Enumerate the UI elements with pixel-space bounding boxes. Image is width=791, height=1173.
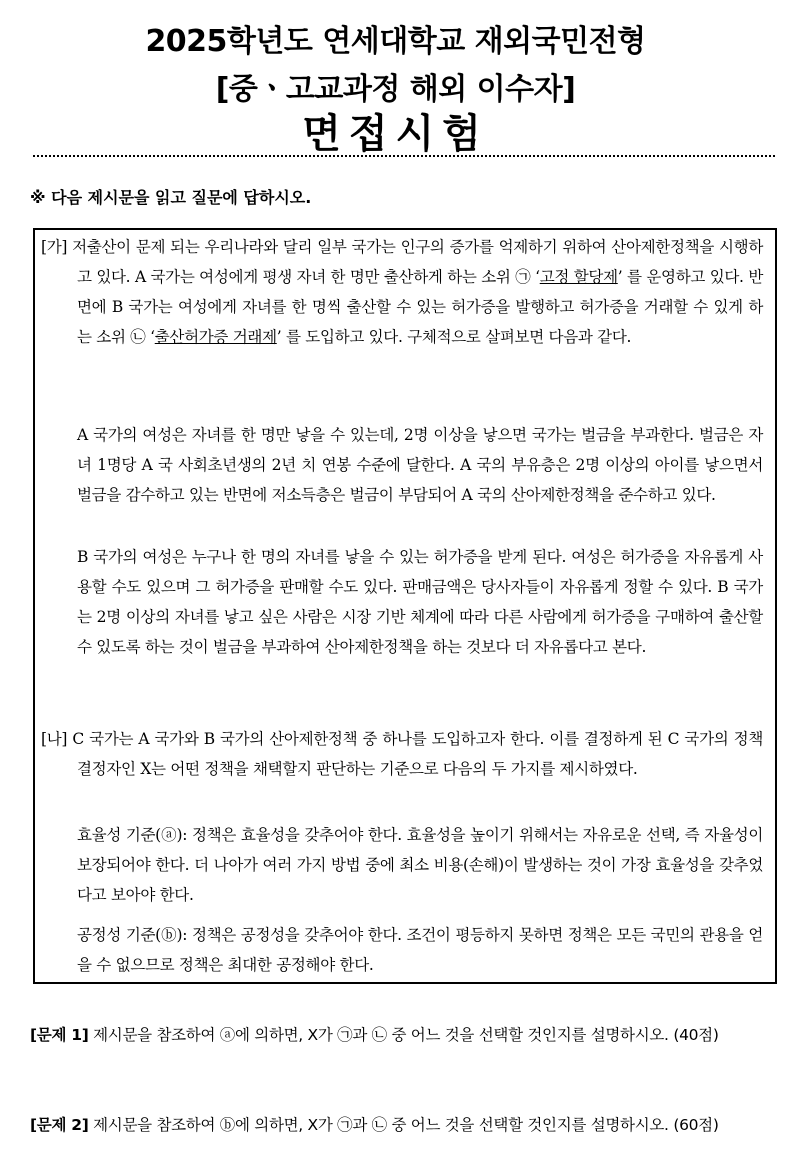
passage-box — [33, 228, 777, 984]
exam-title-interview: 면접시험 — [302, 111, 489, 157]
passage-text: ’ 를 도입하고 있다. 구체적으로 살펴보면 다음과 같다. — [276, 328, 632, 346]
criterion-efficiency: 효율성 기준(ⓐ): 정책은 효율성을 갖추어야 한다. 효율성을 높이기 위해서는 자유로운 선택, 즉 자율성이 보장되어야 한다. 더 나아가 여러 가지 방법 중에 최소 비용(손해)이 발생하는 것이 가장 효율성을 갖추었다고 보아야 한다. — [77, 826, 763, 904]
passage-text: ’ 를 운영하고 있다. 반면에 B 국가는 여성에게 자녀를 한 명씩 출산할 수 있는 허가증을 발행하고 허가증을 거래할 수 있게 하는 소위 ㉡ ‘ — [77, 268, 764, 346]
question-2 — [30, 1110, 778, 1140]
passage-na-label: [나] — [41, 730, 68, 748]
question-1-text: 제시문을 참조하여 ⓐ에 의하면, X가 ㉠과 ㉡ 중 어느 것을 선택할 것인지를 설명하시오. (40점) — [88, 1026, 719, 1044]
term-fixed-quota: 고정 할당제 — [539, 268, 618, 286]
exam-title-line2: [중ㆍ고교과정 해외 이수자] — [215, 72, 576, 107]
question-2-label: [문제 2] — [30, 1116, 89, 1134]
passage-text: 저출산이 문제 되는 우리나라와 달리 일부 국가는 인구의 증가를 억제하기 위하여 산아제한정책을 시행하고 있다. A 국가는 여성에게 평생 자녀 한 명만 출산하게 하는 소위 ㉠ ‘ — [67, 238, 763, 286]
passage-ga-p2: A 국가의 여성은 자녀를 한 명만 낳을 수 있는데, 2명 이상을 낳으면 국가는 벌금을 부과한다. 벌금은 자녀 1명당 A 국 사회초년생의 2년 치 연봉 수준에 달한다. A 국의 부유층은 2명 이상의 아이를 낳으면서 벌금을 감수하고 있는 반면에 저소득층은 벌금이 부담되어 A 국의 산아제한정책을 준수하고 있다. — [77, 426, 763, 504]
term-birth-permit-trading: 출산허가증 거래제 — [154, 328, 277, 346]
instruction: ※ 다음 제시문을 읽고 질문에 답하시오. — [30, 188, 312, 207]
passage-text: C 국가는 A 국가와 B 국가의 산아제한정책 중 하나를 도입하고자 한다. 이를 결정하게 된 C 국가의 정책결정자인 X는 어떤 정책을 채택할지 판단하는 기준으로 다음의 두 가지를 제시하였다. — [67, 730, 763, 778]
passage-na-p1 — [35, 724, 775, 784]
passage-ga-p3: B 국가의 여성은 누구나 한 명의 자녀를 낳을 수 있는 허가증을 받게 된다. 여성은 허가증을 자유롭게 사용할 수도 있으며 그 허가증을 판매할 수도 있다. 판매금액은 당사자들이 자유롭게 정할 수 있다. B 국가는 2명 이상의 자녀를 낳고 싶은 사람은 시장 기반 체계에 따라 다른 사람에게 허가증을 구매하여 출산할 수 있도록 하는 것이 벌금을 부과하여 산아제한정책을 하는 것보다 더 자유롭다고 본다. — [77, 548, 763, 656]
passage-ga-label: [가] — [41, 238, 68, 256]
exam-title-line1: 2025학년도 연세대학교 재외국민전형 — [145, 24, 646, 59]
passage-ga-p1 — [35, 232, 775, 352]
dotted-divider — [33, 155, 775, 157]
criterion-fairness: 공정성 기준(ⓑ): 정책은 공정성을 갖추어야 한다. 조건이 평등하지 못하면 정책은 모든 국민의 관용을 얻을 수 없으므로 정책은 최대한 공정해야 한다. — [77, 926, 763, 974]
question-2-text: 제시문을 참조하여 ⓑ에 의하면, X가 ㉠과 ㉡ 중 어느 것을 선택할 것인지를 설명하시오. (60점) — [88, 1116, 719, 1134]
question-1 — [30, 1020, 778, 1050]
question-1-label: [문제 1] — [30, 1026, 89, 1044]
